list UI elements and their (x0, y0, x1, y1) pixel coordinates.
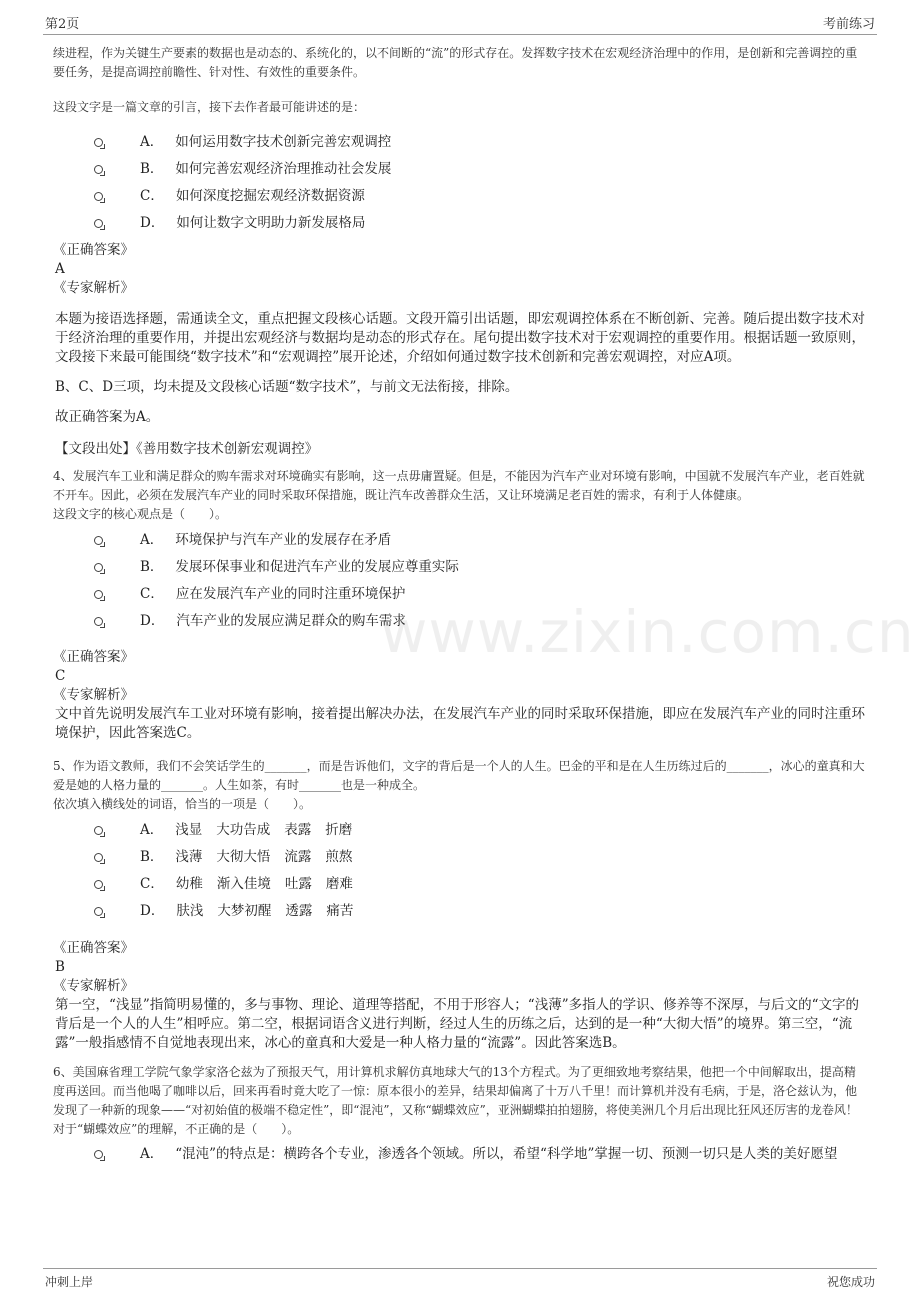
q5-analysis: 第一空，“浅显”指简明易懂的，多与事物、理论、道理等搭配，不用于形容人；“浅薄”多指人的学识、修养等不深厚，与后文的“文字的背后是一个人的人生”相呼应。第二空，根据词语含义进行判断，经过人生的历练之后，达到的是一种“大彻大悟”的境界。第三空，“流露”一般指感情不自觉地表现出来，冰心的童真和大爱是一种人格力量的“流露”。因此答案选B。 (55, 997, 860, 1051)
q6-stem: 对于“蝴蝶效应”的理解，不正确的是（ ）。 (53, 1122, 300, 1136)
q3-option-c[interactable]: C． 如何深度挖掘宏观经济数据资源 (53, 183, 867, 210)
section-title: 考前练习 (822, 17, 875, 32)
q3-source: 【文段出处】《善用数字技术创新宏观调控》 (55, 441, 319, 457)
radio-icon[interactable] (94, 219, 103, 228)
watermark: www.zixin.com.cn (380, 598, 915, 666)
radio-icon[interactable] (94, 1150, 103, 1159)
answer-label: 《正确答案》 (53, 649, 134, 665)
radio-icon[interactable] (94, 192, 103, 201)
footer-left: 冲刺上岸 (45, 1275, 94, 1289)
q6-options (53, 1141, 867, 1168)
q4-analysis: 文中首先说明发展汽车工业对环境有影响，接着提出解决办法，在发展汽车产业的同时采取环保措施，即应在发展汽车产业的同时注重环境保护，因此答案选C。 (55, 706, 865, 741)
radio-icon[interactable] (94, 880, 103, 889)
page-number: 第2页 (45, 17, 80, 32)
q6-passage: 6、美国麻省理工学院气象学家洛仑兹为了预报天气，用计算机求解仿真地球大气的13个方程式。为了更细致地考察结果，他把一个中间解取出，提高精度再送回。而当他喝了咖啡以后，回来再看时竟大吃了一惊：原本很小的差异，结果却偏离了十万八千里！而计算机并没有毛病，于是，洛仑兹认为，他发现了一种新的现象——“对初始值的极端不稳定性”，即“混沌”，又称“蝴蝶效应”，亚洲蝴蝶拍拍翅膀，将使美洲几个月后出现比狂风还厉害的龙卷风！ (53, 1065, 858, 1117)
q4-option-b[interactable]: B． 发展环保事业和促进汽车产业的发展应尊重实际 (53, 554, 867, 581)
answer-value: C (55, 668, 66, 684)
q3-passage: 续进程，作为关键生产要素的数据也是动态的、系统化的，以不间断的“流”的形式存在。发挥数字技术在宏观经济治理中的作用，是创新和完善调控的重要任务，是提高调控前瞻性、针对性、有效性的重要条件。 (53, 46, 858, 79)
q3-option-d[interactable]: D． 如何让数字文明助力新发展格局 (53, 210, 867, 237)
q3-answer-block (53, 241, 867, 298)
radio-icon[interactable] (94, 536, 103, 545)
q4-answer-block (53, 648, 867, 705)
q3-option-a[interactable]: A． 如何运用数字技术创新完善宏观调控 (53, 129, 867, 156)
q3-analysis-1: 本题为接语选择题，需通读全文，重点把握文段核心话题。文段开篇引出话题，即宏观调控体系在不断创新、完善。随后提出数字技术对于经济治理的重要作用，并提出宏观经济与数据均是动态的形式存在。尾句提出数字技术对于宏观调控的重要作用。根据话题一致原则，文段接下来最可能围绕“数字技术”和“宏观调控”展开论述，介绍如何通过数字技术创新和完善宏观调控，对应A项。 (55, 311, 865, 365)
q4-option-a[interactable]: A． 环境保护与汽车产业的发展存在矛盾 (53, 527, 867, 554)
answer-value: B (55, 959, 65, 975)
q3-analysis-3: 故正确答案为A。 (55, 409, 160, 425)
q4-stem: 这段文字的核心观点是（ ）。 (53, 507, 228, 521)
page-footer (43, 1268, 877, 1293)
q5-stem: 依次填入横线处的词语，恰当的一项是（ ）。 (53, 797, 312, 811)
analysis-label: 《专家解析》 (53, 978, 134, 994)
radio-icon[interactable] (94, 563, 103, 572)
answer-label: 《正确答案》 (53, 242, 134, 258)
footer-right: 祝您成功 (826, 1275, 875, 1289)
radio-icon[interactable] (94, 907, 103, 916)
q4-option-c[interactable]: C． 应在发展汽车产业的同时注重环境保护 (53, 581, 867, 608)
q3-stem: 这段文字是一篇文章的引言，接下去作者最可能讲述的是： (53, 100, 366, 114)
q5-option-a[interactable]: A． 浅显 大功告成 表露 折磨 (53, 817, 867, 844)
q3-options (53, 129, 867, 237)
q5-option-b[interactable]: B． 浅薄 大彻大悟 流露 煎熬 (53, 844, 867, 871)
q4-options (53, 527, 867, 635)
q3-analysis-2: B、C、D三项，均未提及文段核心话题“数字技术”，与前文无法衔接，排除。 (55, 379, 519, 395)
radio-icon[interactable] (94, 617, 103, 626)
q4-passage: 4、发展汽车工业和满足群众的购车需求对环境确实有影响，这一点毋庸置疑。但是，不能因为汽车产业对环境有影响，中国就不发展汽车产业，老百姓就不开车。因此，必须在发展汽车产业的同时采取环保措施，既让汽车改善群众生活，又让环境满足老百姓的需求，有利于人体健康。 (53, 469, 865, 502)
q4-option-d[interactable]: D． 汽车产业的发展应满足群众的购车需求 (53, 608, 867, 635)
radio-icon[interactable] (94, 590, 103, 599)
q5-options (53, 817, 867, 925)
analysis-label: 《专家解析》 (53, 280, 134, 296)
analysis-label: 《专家解析》 (53, 687, 134, 703)
q5-option-c[interactable]: C． 幼稚 渐入佳境 吐露 磨难 (53, 871, 867, 898)
radio-icon[interactable] (94, 853, 103, 862)
answer-value: A (55, 261, 65, 277)
q5-answer-block (53, 939, 867, 996)
page-header (43, 10, 877, 35)
answer-label: 《正确答案》 (53, 940, 134, 956)
radio-icon[interactable] (94, 165, 103, 174)
q5-passage: 5、作为语文教师，我们不会笑话学生的_______，而是告诉他们，文字的背后是一个人的人生。巴金的平和是在人生历练过后的_______，冰心的童真和大爱是她的人格力量的_______。人生如茶，有时_______也是一种成全。 (53, 759, 865, 792)
q3-option-b[interactable]: B． 如何完善宏观经济治理推动社会发展 (53, 156, 867, 183)
q6-option-a[interactable]: A． “混沌”的特点是：横跨各个专业，渗透各个领域。所以，希望“科学地”掌握一切、预测一切只是人类的美好愿望 (53, 1141, 867, 1168)
page-content (53, 44, 867, 1168)
q5-option-d[interactable]: D． 肤浅 大梦初醒 透露 痛苦 (53, 898, 867, 925)
radio-icon[interactable] (94, 826, 103, 835)
radio-icon[interactable] (94, 138, 103, 147)
